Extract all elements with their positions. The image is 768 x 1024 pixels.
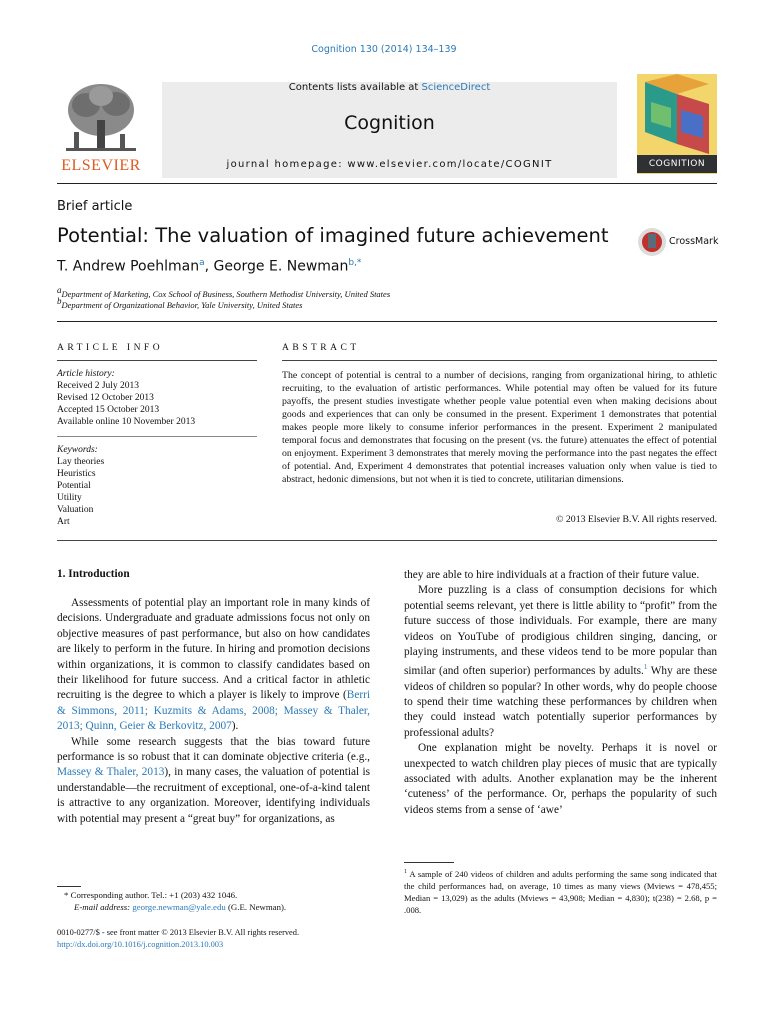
footnote-1 — [404, 866, 717, 916]
issn-line: 0010-0277/$ - see front matter © 2013 Elsevier B.V. All rights reserved. — [57, 928, 300, 937]
article-info-heading: ARTICLE INFO — [57, 343, 164, 353]
article-info-rule — [57, 360, 257, 361]
header-rule — [57, 183, 717, 184]
history-label: Article history: — [57, 369, 115, 379]
elsevier-wordmark: ELSEVIER — [61, 157, 141, 174]
paragraph-2 — [57, 735, 370, 827]
article-history — [57, 368, 195, 428]
citation-link[interactable]: Berri & Simmons, 2011; Kuzmits & Adams, 2008; Massey & Thaler, 2013; Quinn, Geier & Berkovitz, 2007 — [57, 689, 370, 733]
keyword-item: Lay theories — [57, 457, 105, 467]
affil-a-marker: a — [57, 285, 62, 295]
author-separator: , — [204, 258, 214, 275]
crossmark-label: CrossMark — [669, 236, 719, 247]
affil-ref-a[interactable]: a — [199, 258, 205, 268]
footnote-rule-left — [57, 886, 81, 887]
email-line — [64, 901, 369, 913]
body-right-column — [404, 568, 717, 818]
title-rule — [57, 321, 717, 322]
corresponding-author-note — [64, 889, 369, 913]
corr-author: * Corresponding author. Tel.: +1 (203) 432 1046. — [64, 890, 238, 900]
abstract-heading: ABSTRACT — [282, 343, 360, 353]
contents-line — [162, 82, 617, 93]
footnote-1-text: A sample of 240 videos of children and adults performing the same song indicated that the child performances had, on average, 10 times as many views (Mviews = 478,455; Median = 13,029) as the adults (Mviews = 43,908; Median = 4,830); t(238) = 2.68, p = .008. — [404, 868, 717, 915]
section-heading-introduction: 1. Introduction — [57, 568, 130, 580]
r2-text-end: Why are these videos of children so popular? In other words, why do people choose to spend their time watching these performances by children when they could instead watch potentially superior performances by professional adults? — [404, 665, 717, 739]
paragraph-r3: One explanation might be novelty. Perhaps it is novel or unexpected to watch children play pieces of music that are typically associated with adults. Another explanation may be the inherent ‘cuteness’ of the performance. Or, perhaps the popularity of such videos stems from a sense of ‘awe’ — [404, 742, 717, 816]
paragraph-r1: they are able to hire individuals at a fraction of their future value. — [404, 569, 700, 581]
keywords-rule — [57, 436, 257, 437]
author-poehlman: T. Andrew Poehlman — [57, 258, 200, 275]
journal-homepage[interactable]: journal homepage: www.elsevier.com/locate/COGNIT — [226, 159, 553, 170]
keyword-item: Heuristics — [57, 469, 96, 479]
affil-b-text: Department of Organizational Behavior, Yale University, United States — [61, 299, 303, 310]
paragraph-r2 — [404, 583, 717, 741]
front-matter-info — [57, 927, 299, 951]
affil-ref-b[interactable]: b,* — [348, 258, 362, 268]
footnote-rule-right — [404, 862, 454, 863]
keyword-item: Utility — [57, 493, 82, 503]
footnote-1-marker: 1 — [404, 869, 407, 875]
affiliation-b — [57, 296, 302, 310]
sciencedirect-link[interactable]: ScienceDirect — [421, 82, 491, 93]
journal-citation[interactable]: Cognition 130 (2014) 134–139 — [311, 44, 457, 55]
body-left-column — [57, 596, 370, 827]
author-newman: George E. Newman — [213, 258, 349, 275]
affil-b-marker: b — [57, 296, 62, 306]
keyword-item: Valuation — [57, 505, 94, 515]
crossmark-badge[interactable] — [637, 227, 717, 257]
abstract-rule — [282, 360, 717, 361]
email-label: E-mail address: — [74, 902, 133, 912]
r2-text: More puzzling is a class of consumption decisions for which potential seems relevant, yet there is little ability to “profit” from the future success of those individuals. For example, there are many videos on YouTube of prodigious children singing, dancing, or playing instruments, and these videos tend to be more popular than similar (and often superior) performances by adults. — [404, 584, 717, 678]
keywords-list — [57, 444, 104, 528]
affil-a-text: Department of Marketing, Cox School of Business, Southern Methodist University, United States — [61, 288, 391, 299]
keyword-item: Potential — [57, 481, 91, 491]
email-link[interactable]: george.newman@yale.edu — [132, 902, 226, 912]
abstract-text: The concept of potential is central to a number of decisions, ranging from organizational hiring, to athletic recruiting, to the evaluation of artistic performances. While potential may often be valued for its future payoffs, the present studies investigate whether people value potential even when making decisions about goods and experiences that can only be consumed in the present. Experiment 1 demonstrates that potential makes people more likely to consume inferior performances in the present. Experiment 2 manipulated temporal focus and demonstrates that focusing on the present (vs. the future) attenuates the effect of potential on enjoyment. Experiment 3 demonstrates that merely moving the performance into the past negates the effect of potential. And, Experiment 4 demonstrates that potential increases valuation only when value is tied to abstract, hedonic dimensions, but not when it is tied to concrete, utilitarian dimensions. — [282, 370, 717, 485]
crossmark-icon — [637, 227, 667, 257]
keywords-label: Keywords: — [57, 445, 98, 455]
email-suffix: (G.E. Newman). — [225, 902, 287, 912]
p1-text-end: ). — [231, 720, 239, 733]
article-title: Potential: The valuation of imagined future achievement — [57, 224, 609, 247]
journal-title: Cognition — [344, 112, 435, 134]
cover-label: COGNITION — [637, 155, 717, 173]
history-online: Available online 10 November 2013 — [57, 417, 196, 427]
doi-link[interactable]: http://dx.doi.org/10.1016/j.cognition.2013.10.003 — [57, 940, 224, 949]
abstract-bottom-rule — [57, 540, 717, 541]
contents-prefix: Contents lists available at — [288, 82, 422, 93]
abstract-copyright: © 2013 Elsevier B.V. All rights reserved. — [556, 514, 717, 525]
history-revised: Revised 12 October 2013 — [57, 393, 154, 403]
p2-text-end: ), in many cases, the valuation of potential is understandable—the recruitment of exceptional, one-of-a-kind talent is attractive to any organization. Moreover, identifying individuals with potential may present a “great buy” for organizations, as — [57, 766, 371, 825]
article-type: Brief article — [57, 199, 133, 214]
citation-link[interactable]: Massey & Thaler, 2013 — [57, 766, 165, 779]
p2-text: While some research suggests that the bias toward future performance is so robust that it can dominate objective criteria (e.g., — [57, 735, 370, 764]
history-received: Received 2 July 2013 — [57, 381, 140, 391]
history-accepted: Accepted 15 October 2013 — [57, 405, 160, 415]
author-line — [57, 258, 361, 275]
keyword-item: Art — [57, 517, 70, 527]
footnote-ref[interactable]: 1 — [643, 663, 648, 672]
paragraph-1 — [57, 596, 370, 735]
p1-text: Assessments of potential play an important role in many kinds of decisions. Undergraduate and graduate admissions focus not only on objective measures of past performance, but also on how candidates are likely to perform in the future. In hiring and promotion decisions within organizations, it is common to classify candidates based on their likelihood for future success. And a critical factor in athletic recruiting is the degree to which a player is likely to improve ( — [57, 597, 370, 702]
